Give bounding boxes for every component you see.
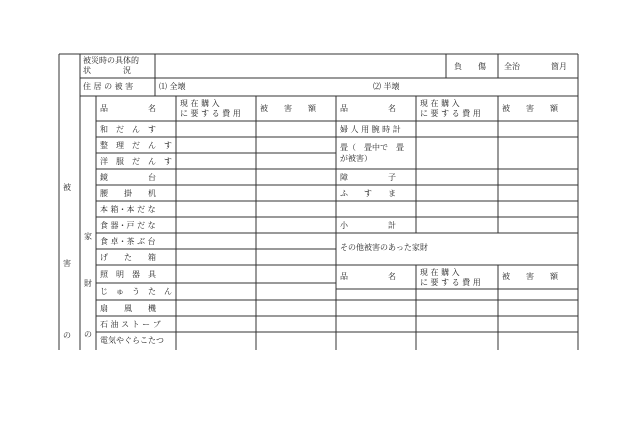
other-damage-header: 被 害 額 [502,272,558,281]
situation-label-line1: 被災時の具体的 [83,56,139,65]
left-item-8: 食 卓・茶 ぶ 台 [100,237,156,246]
right-item-4: ふ す ま [340,189,396,198]
other-item-header: 品 名 [340,272,396,281]
house-option-full: ⑴ 全壊 [159,82,186,91]
left-item-9: げ た 箱 [100,253,156,262]
right-item-2b: が被害） [340,154,372,163]
house-damage-label: 住 居 の 被 害 [83,82,134,91]
other-price-header-1: 現 在 購 入 [420,268,460,277]
left-price-header-2: に 要 す る 費 用 [180,109,241,118]
zenchi-label: 全治 [504,62,520,71]
right-item-2a: 畳（ 畳中で 畳 [340,143,404,152]
kazai-label-1: 家 [84,232,92,241]
kazai-label-3: の [84,330,92,339]
other-items-label: その他被害のあった家財 [340,243,428,252]
kagetsu-label: 箇月 [551,62,567,71]
left-item-4: 鏡 台 [100,173,156,182]
right-item-header: 品 名 [340,104,396,113]
left-damage-header: 被 害 額 [260,104,316,113]
left-item-11: じ ゅ う た ん [100,287,172,296]
right-item-3: 障 子 [340,173,396,182]
left-item-header: 品 名 [100,104,156,113]
left-item-2: 整 理 だ ん す [100,141,172,150]
left-item-12: 扇 風 機 [100,304,156,313]
house-option-half: ⑵ 半壊 [373,82,400,91]
left-price-header-1: 現 在 購 入 [180,99,220,108]
left-item-13: 石 油 ス ト ー ブ [100,320,161,329]
kazai-label-2: 財 [84,279,92,288]
situation-label-line2: 状 況 [83,66,131,75]
left-item-10: 照 明 器 具 [100,270,156,279]
right-price-header-2: に 要 す る 費 用 [420,109,481,118]
right-item-5: 小 計 [340,221,396,230]
left-item-1: 和 だ ん す [100,125,156,134]
injury-label: 負 傷 [454,62,486,71]
left-item-5: 腰 掛 机 [100,189,156,198]
left-item-7: 食 器・戸 だ な [100,221,156,230]
side-label-2: 害 [63,259,71,268]
left-item-3: 洋 服 だ ん す [100,157,172,166]
right-item-1: 婦 人 用 腕 時 計 [340,125,401,134]
side-label-3: の [63,331,71,340]
left-item-6: 本 箱・本 だ な [100,205,156,214]
right-damage-header: 被 害 額 [502,104,558,113]
left-item-14: 電気やぐらこたつ [100,336,164,345]
side-label-1: 被 [63,183,71,192]
right-price-header-1: 現 在 購 入 [420,99,460,108]
other-price-header-2: に 要 す る 費 用 [420,278,481,287]
